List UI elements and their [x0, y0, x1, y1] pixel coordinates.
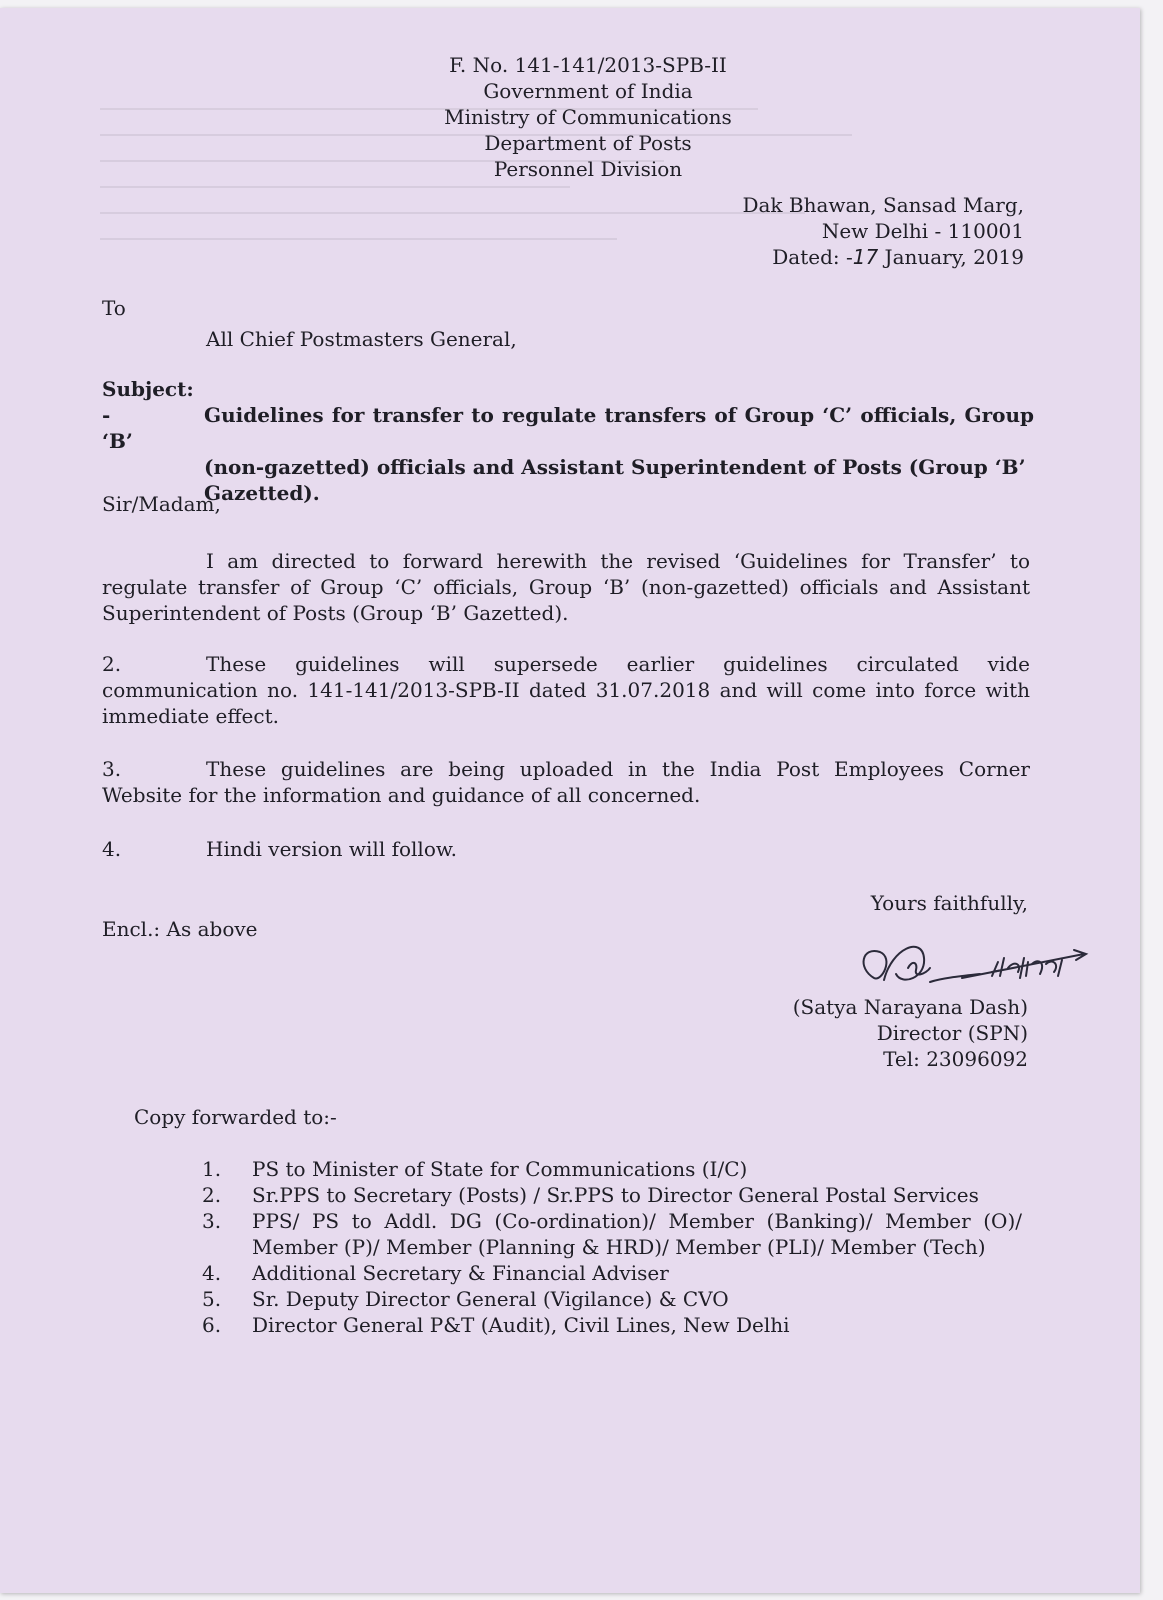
list-item — [202, 1286, 1022, 1312]
paragraph-4-text: Hindi version will follow. — [206, 837, 457, 861]
subject-line-2: (non-gazetted) officials and Assistant Superintendent of Posts (Group ‘B’ — [204, 455, 1026, 479]
list-item — [202, 1182, 1022, 1208]
list-item-number: 1. — [202, 1157, 222, 1181]
letter-header — [0, 52, 1140, 182]
paragraph-2-number: 2. — [102, 652, 122, 676]
paragraph-4 — [102, 836, 1030, 862]
copy-forwarded-label: Copy forwarded to:- — [134, 1105, 337, 1129]
file-number: F. No. 141-141/2013-SPB-II — [449, 53, 727, 77]
dated-label: Dated: - — [772, 245, 853, 269]
paragraph-3-text: These guidelines are being uploaded in the India Post Employees Corner Website for the information and guidance of all concerned. — [102, 757, 1030, 807]
dated-day: 17 — [852, 245, 879, 269]
signatory-block — [793, 994, 1028, 1072]
list-item — [202, 1156, 1022, 1182]
ministry-name: Ministry of Communications — [444, 105, 732, 129]
dated-line — [742, 244, 1024, 270]
subject-label: Subject: - — [102, 377, 194, 427]
list-item — [202, 1208, 1022, 1260]
closing: Yours faithfully, — [870, 891, 1028, 915]
list-item-number: 6. — [202, 1313, 222, 1337]
enclosure-note: Encl.: As above — [102, 917, 258, 941]
to-label: To — [102, 296, 126, 320]
list-item-text: Director General P&T (Audit), Civil Lines, New Delhi — [252, 1313, 790, 1337]
paragraph-2 — [102, 651, 1030, 729]
salutation: Sir/Madam, — [102, 492, 221, 516]
signatory-designation: Director (SPN) — [876, 1021, 1028, 1045]
signatory-phone: Tel: 23096092 — [883, 1047, 1028, 1071]
copy-list — [202, 1156, 1022, 1338]
paragraph-2-text: These guidelines will supersede earlier guidelines circulated vide communication no. 141-141/2013-SPB-II dated 31.07.2018 and will come into force with immediate effect. — [102, 652, 1030, 728]
letter-page — [0, 8, 1140, 1593]
subject-line-1: Guidelines for transfer to regulate transfers of Group ‘C’ officials, Group ‘B’ — [102, 403, 1034, 453]
list-item-text: PPS/ PS to Addl. DG (Co-ordination)/ Member (Banking)/ Member (O)/ Member (P)/ Member (Planning & HRD)/ Member (PLI)/ Member (Tech) — [252, 1209, 1022, 1259]
address-line-2: New Delhi - 110001 — [821, 219, 1024, 243]
government-name: Government of India — [483, 79, 693, 103]
paragraph-3 — [102, 756, 1030, 808]
list-item — [202, 1312, 1022, 1338]
paragraph-1: I am directed to forward herewith the revised ‘Guidelines for Transfer’ to regulate transfer of Group ‘C’ officials, Group ‘B’ (non-gazetted) officials and Assistant Superintendent of Posts (Group ‘B’ Gazetted). — [102, 549, 1030, 625]
subject-block — [102, 376, 1034, 506]
list-item-text: Sr. Deputy Director General (Vigilance) & CVO — [252, 1287, 729, 1311]
list-item-number: 2. — [202, 1183, 222, 1207]
list-item-text: Sr.PPS to Secretary (Posts) / Sr.PPS to Director General Postal Services — [252, 1183, 979, 1207]
division-name: Personnel Division — [493, 157, 683, 181]
addressee: All Chief Postmasters General, — [206, 327, 517, 351]
list-item-number: 4. — [202, 1261, 222, 1285]
address-line-1: Dak Bhawan, Sansad Marg, — [742, 193, 1024, 217]
list-item-number: 5. — [202, 1287, 222, 1311]
sender-address — [742, 192, 1024, 270]
list-item-text: Additional Secretary & Financial Adviser — [252, 1261, 669, 1285]
list-item-number: 3. — [202, 1209, 222, 1233]
subject-line-3: Gazetted). — [204, 481, 320, 505]
department-name: Department of Posts — [484, 131, 692, 155]
dated-rest: January, 2019 — [884, 245, 1024, 269]
signatory-name: (Satya Narayana Dash) — [792, 995, 1028, 1019]
list-item — [202, 1260, 1022, 1286]
list-item-text: PS to Minister of State for Communications (I/C) — [252, 1157, 748, 1181]
paragraph-4-number: 4. — [102, 837, 122, 861]
paragraph-3-number: 3. — [102, 757, 122, 781]
